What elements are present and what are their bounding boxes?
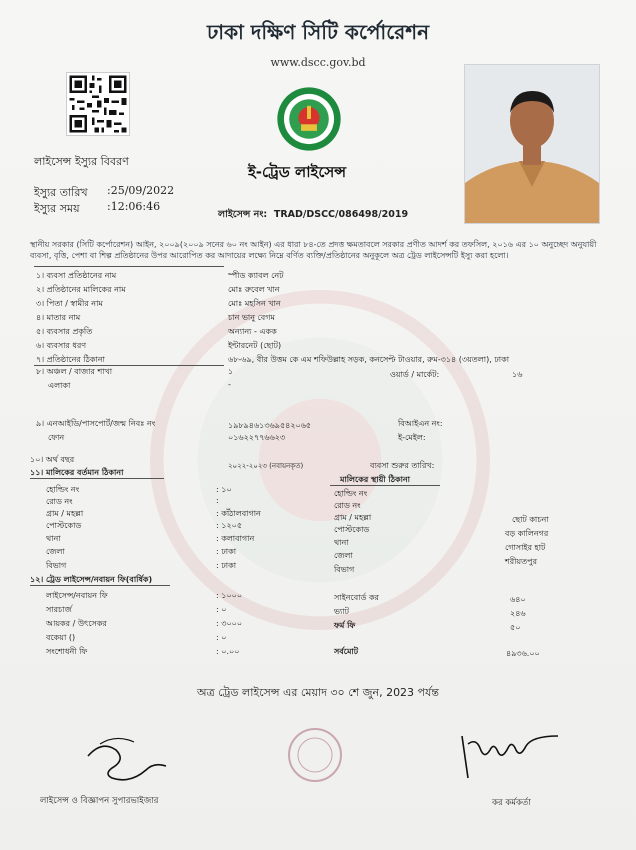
fee-value: : ০.০০ xyxy=(216,647,240,656)
divider xyxy=(330,485,440,486)
divider xyxy=(30,585,170,586)
address-value: : ১০ xyxy=(216,485,232,494)
address-value: বড় কালিনগর xyxy=(505,529,549,538)
address-label: রোড নং xyxy=(46,497,73,506)
address-label: জেলা xyxy=(334,551,353,560)
field-value: ৬৮-৬৯, বীর উত্তম কে এম শফিউল্লাহ সড়ক, কনসেপ্ট টাওয়ার, রুম-৩১৪ (৩য়তলা), ঢাকা xyxy=(228,355,510,364)
fee-label: ভ্যাট xyxy=(334,607,349,616)
address-label: হোল্ডিং নং xyxy=(46,485,80,494)
fee-value: ৬৪০ xyxy=(510,595,526,604)
field-label: ৫। ব্যবসার প্রকৃতি xyxy=(36,327,93,336)
fee-value: : ১০০০ xyxy=(216,591,243,600)
business-start-label: ব্যবসা শুরুর তারিখ: xyxy=(370,461,435,470)
divider xyxy=(34,266,224,267)
fee-value: : ৩০০০ xyxy=(216,619,243,628)
field-label: ৩। পিতা / স্বামীর নাম xyxy=(36,299,103,308)
fee-label: আয়কর / উৎসেকর xyxy=(46,619,107,628)
ward-label: ওয়ার্ড / মার্কেট: xyxy=(390,370,440,379)
field-label: ৭। প্রতিষ্ঠানের ঠিকানা xyxy=(36,355,105,364)
field-value: চান ভানু বেগম xyxy=(228,313,275,322)
issue-date-value: :25/09/2022 xyxy=(107,184,175,197)
office-stamp xyxy=(286,726,344,784)
nid-label: ৯। এনআইডি/পাসপোর্ট/জন্ম নিবঃ নং xyxy=(36,419,156,428)
fee-label: ফর্ম ফি xyxy=(334,621,356,630)
address-label: পোস্টকোড xyxy=(334,525,370,534)
license-number-value: TRAD/DSCC/086498/2019 xyxy=(273,209,409,220)
address-value: : xyxy=(216,496,219,505)
fee-total-value: ৪৯৩৬.০০ xyxy=(506,649,540,658)
divider xyxy=(30,478,164,479)
address-label: হোল্ডিং নং xyxy=(334,489,368,498)
fee-label: সাইনবোর্ড কর xyxy=(334,593,379,602)
license-type-title: ই-ট্রেড লাইসেন্স xyxy=(248,163,347,181)
owner-photo xyxy=(464,64,600,224)
fees-heading: ১২। ট্রেড লাইসেন্স/নবায়ন ফি(বার্ষিক) xyxy=(30,575,153,584)
dscc-logo xyxy=(276,86,342,152)
phone-label: ফোন xyxy=(48,433,65,442)
address-value: : কলাবাগান xyxy=(216,534,255,543)
bin-label: বিআইএন নং: xyxy=(398,419,443,428)
fee-label: বকেয়া () xyxy=(46,633,76,642)
watermark-seal xyxy=(150,290,490,630)
right-signatory-title: কর কর্মকর্তা xyxy=(492,798,531,808)
issue-time-value: :12:06:46 xyxy=(107,200,161,213)
area-label: এলাকা xyxy=(48,381,71,390)
fee-value: ৫০ xyxy=(510,623,521,632)
fee-value: : ০ xyxy=(216,605,227,614)
address-label: বিভাগ xyxy=(46,561,67,570)
field-value: মোঃ রুবেল খান xyxy=(228,285,280,294)
left-signature xyxy=(82,726,172,786)
address-value: : ঢাকা xyxy=(216,561,237,570)
field-label: ১। ব্যবসা প্রতিষ্ঠানের নাম xyxy=(36,271,117,280)
address-value: গোসাইর হাট xyxy=(505,543,546,552)
email-label: ই-মেইল: xyxy=(398,433,426,442)
fee-value: ২৪৬ xyxy=(510,609,526,618)
address-label: রোড নং xyxy=(334,501,361,510)
field-value: অন্যান্য - একক xyxy=(228,327,277,336)
preamble-text: স্থানীয় সরকার (সিটি কর্পোরেশন) আইন, ২০০৯(২০০৯ সনের ৬০ নং আইন) এর ধারা ৮৪-তে প্রদত্ত ক্ষমতাবলে সরকার প্রণীত আদর্শ কর তফসিল, ২০১৬ এর ১০ অনুচ্ছেদ অনুযায়ী ব্যবসা, বৃত্তি, পেশা বা শিল্প প্রতিষ্ঠানের উপর আরোপিত কর আদায়ের লক্ষ্যে নিম্নে বর্ণিত ব্যক্তি/প্রতিষ্ঠানের অনুকূলে অত্র ট্রেড লাইসেন্সটি ইস্যু করা হলো। xyxy=(30,240,597,260)
fee-value: : ০ xyxy=(216,633,227,642)
right-signature xyxy=(454,730,564,786)
address-value: শরীয়তপুর xyxy=(505,557,537,566)
address-label: থানা xyxy=(334,538,349,547)
phone-value: ০১৬২২৭৭৬৬২৩ xyxy=(228,433,286,442)
issue-date-label: ইস্যুর তারিখ xyxy=(34,186,88,199)
fiscal-label: ১০। অর্থ বছর xyxy=(30,455,75,464)
fee-total-label: সর্বমোট xyxy=(334,647,359,656)
nid-value: ১৯৮৯৪৬১৩৬৯৫৪২০৬৫ xyxy=(228,421,312,430)
address-label: গ্রাম / মহল্লা xyxy=(334,513,372,522)
field-label: ৪। মাতার নাম xyxy=(36,313,81,322)
address-label: গ্রাম / মহল্লা xyxy=(46,509,84,518)
fee-label: সংশোধনী ফি xyxy=(46,647,88,656)
address-value: : কাঁঠালবাগান xyxy=(216,509,261,518)
address-label: থানা xyxy=(46,534,61,543)
address-label: পোস্টকোড xyxy=(46,521,82,530)
address-label: জেলা xyxy=(46,547,65,556)
present-address-heading: ১১। মালিকের বর্তমান ঠিকানা xyxy=(30,468,124,477)
fiscal-value: ২০২২-২০২৩ (নবায়নকৃত) xyxy=(228,462,304,470)
zone-value: ১ xyxy=(228,367,234,376)
address-value: : ১২০৫ xyxy=(216,521,243,530)
corporation-title: ঢাকা দক্ষিণ সিটি কর্পোরেশন xyxy=(206,20,430,44)
ward-value: ১৬ xyxy=(512,370,523,379)
field-label: ২। প্রতিষ্ঠানের মালিকের নাম xyxy=(36,285,126,294)
fee-label: লাইসেন্স/নবায়ন ফি xyxy=(46,591,108,600)
field-label: ৬। ব্যবসার ধরণ xyxy=(36,341,87,350)
field-value: মোঃ মহসিন খান xyxy=(228,299,281,308)
address-value: : ঢাকা xyxy=(216,547,237,556)
zone-label: ৮। অঞ্চল / বাজার শাখা xyxy=(36,367,113,376)
field-value: স্পীড ক্যাবল নেট xyxy=(228,271,284,280)
field-value: ইন্টারনেট (ছোট) xyxy=(228,341,282,350)
qr-code xyxy=(66,72,130,136)
license-number-label: লাইসেন্স নং: xyxy=(218,209,268,220)
left-signatory-title: লাইসেন্স ও বিজ্ঞাপন সুপারভাইজার xyxy=(40,796,159,806)
website-link[interactable]: www.dscc.gov.bd xyxy=(270,56,366,69)
permanent-address-heading: মালিকের স্থায়ী ঠিকানা xyxy=(340,475,410,484)
validity-text: অত্র ট্রেড লাইসেন্স এর মেয়াদ ৩০ শে জুন, 2023 পর্যন্ত xyxy=(197,686,439,699)
issue-heading: লাইসেন্স ইস্যুর বিবরণ xyxy=(34,155,129,168)
area-value: - xyxy=(228,380,231,389)
address-label: বিভাগ xyxy=(334,565,355,574)
fee-label: সারচার্জ xyxy=(46,605,72,614)
address-value: ছোট কাচনা xyxy=(512,515,549,524)
issue-time-label: ইস্যুর সময় xyxy=(34,202,80,215)
license-number xyxy=(218,208,408,223)
